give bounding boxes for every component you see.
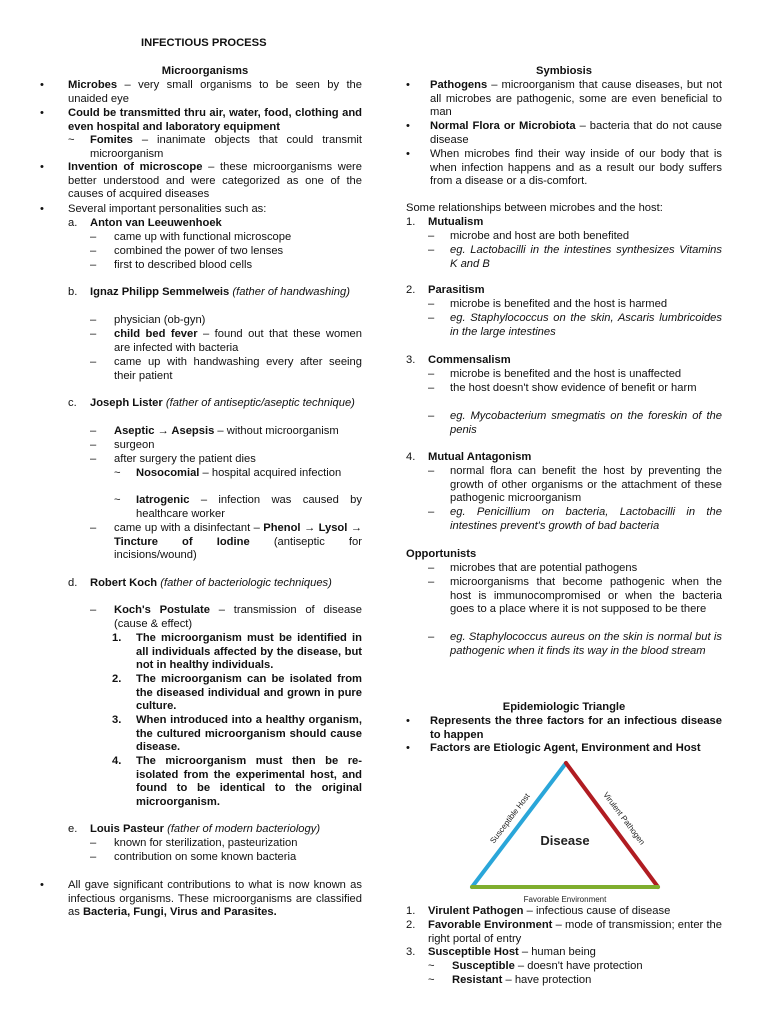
list-item: • Factors are Etiologic Agent, Environment and Host (406, 742, 701, 754)
list-item: – normal flora can benefit the host by preventing the growth of other organisms or the attachment of these pathogenic microorganism (428, 465, 722, 505)
list-item: – microorganisms that become pathogenic when the host is immunocompromised or when the bacteria goes to a place where it is not supposed to be there (428, 576, 722, 616)
list-item: – microbe is benefited and the host is harmed (428, 298, 668, 310)
list-item: • Invention of microscope – these microorganisms were better understood and were categorized as one of the causes of acquired diseases (40, 161, 362, 201)
list-item: – after surgery the patient dies (90, 453, 256, 465)
microorganisms-heading: Microorganisms (161, 65, 249, 77)
list-item: • All gave significant contributions to what is now known as infectious organisms. These microorganisms are classified as Bacteria, Fungi, Virus and Parasites. (40, 879, 362, 919)
list-item: ~ Iatrogenic – infection was caused by healthcare worker (114, 494, 362, 520)
list-item: c. Joseph Lister (father of antiseptic/aseptic technique) (68, 397, 355, 409)
list-item: e. Louis Pasteur (father of modern bacteriology) (68, 823, 321, 835)
list-item: • Pathogens – microorganism that cause diseases, but not all microbes are pathogenic, some are even beneficial to man (406, 79, 722, 119)
list-item: – eg. Lactobacilli in the intestines synthesizes Vitamins K and B (428, 244, 722, 270)
list-item: ~ Susceptible – doesn't have protection (428, 960, 643, 972)
triangle-right-label: Virulent Pathogen (601, 790, 647, 847)
list-item: – combined the power of two lenses (90, 245, 284, 257)
triangle-right-side (566, 763, 658, 887)
list-item: 2. Parasitism (406, 284, 485, 296)
list-item: Some relationships between microbes and the host: (406, 202, 663, 214)
list-item: • Could be transmitted thru air, water, food, clothing and even hospital and laboratory equipment (40, 107, 362, 133)
list-item: – child bed fever – found out that these women are infected with bacteria (90, 328, 362, 354)
triangle-left-side (472, 763, 566, 887)
list-item: • Several important personalities such as: (40, 203, 267, 215)
list-item: – came up with handwashing every after seeing their patient (90, 356, 362, 382)
list-item: 3. When introduced into a healthy organism, the cultured microorganism should cause disease. (112, 714, 362, 754)
list-item: d. Robert Koch (father of bacteriologic techniques) (68, 577, 332, 589)
list-item: – microbe is benefited and the host is unaffected (428, 368, 682, 380)
list-item: 1. The microorganism must be identified in all individuals affected by the disease, but not in healthy individuals. (112, 632, 362, 672)
list-item: ~ Resistant – have protection (428, 974, 592, 986)
list-item: – contribution on some known bacteria (90, 851, 297, 863)
list-item: – first to described blood cells (90, 259, 253, 271)
list-item: 2. The microorganism can be isolated from the diseased individual and grown in pure culture. (112, 673, 362, 713)
triangle-center-label: Disease (540, 833, 590, 848)
list-item: – microbes that are potential pathogens (428, 562, 638, 574)
list-item: • Microbes – very small organisms to be seen by the unaided eye (40, 79, 362, 105)
list-item: – known for sterilization, pasteurization (90, 837, 298, 849)
list-item: Opportunists (406, 548, 477, 560)
list-item: – eg. Staphylococcus on the skin, Ascaris lumbricoides in the large intestines (428, 312, 722, 338)
list-item: – the host doesn't show evidence of benefit or harm (428, 382, 697, 394)
list-item: – came up with a disinfectant – Phenol → Lysol → Tincture of Iodine (antiseptic for incisions/wound) (90, 522, 362, 562)
list-item: ~ Nosocomial – hospital acquired infection (114, 467, 342, 479)
list-item: 1. Virulent Pathogen – infectious cause of disease (406, 905, 671, 917)
list-item: – surgeon (90, 439, 155, 451)
list-item: a. Anton van Leeuwenhoek (68, 217, 222, 229)
list-item: – Aseptic → Asepsis – without microorganism (90, 425, 339, 437)
epidemiologic-triangle-heading: Epidemiologic Triangle (502, 701, 626, 713)
list-item: ~ Fomites – inanimate objects that could transmit microorganism (68, 134, 362, 160)
list-item: 2. Favorable Environment – mode of transmission; enter the right portal of entry (406, 919, 723, 945)
list-item: – came up with functional microscope (90, 231, 292, 243)
list-item: – eg. Penicillium on bacteria, Lactobacilli in the intestines prevent's growth of bad bacteria (428, 506, 722, 532)
list-item: – eg. Staphylococcus aureus on the skin is normal but is pathogenic when it finds its way in the blood stream (428, 631, 722, 657)
list-item: – eg. Mycobacterium smegmatis on the foreskin of the penis (428, 410, 722, 436)
list-item: – Koch's Postulate – transmission of disease (cause & effect) (90, 604, 362, 630)
triangle-left-label: Susceptible Host (488, 791, 532, 846)
list-item: 4. The microorganism must then be re-isolated from the experimental host, and found to be identical to the original microorganism. (112, 755, 362, 808)
list-item: • When microbes find their way inside of our body that is when infection happens and as a result our body suffers from a disease or a dis-comfort. (406, 148, 722, 188)
list-item: – microbe and host are both benefited (428, 230, 630, 242)
list-item: b. Ignaz Philipp Semmelweis (father of handwashing) (68, 286, 350, 298)
symbiosis-heading: Symbiosis (536, 65, 592, 77)
list-item: 4. Mutual Antagonism (406, 451, 532, 463)
list-item: 3. Susceptible Host – human being (406, 946, 596, 958)
list-item: 1. Mutualism (406, 216, 484, 228)
document-title: INFECTIOUS PROCESS (141, 37, 267, 49)
list-item: – physician (ob-gyn) (90, 314, 206, 326)
list-item: • Represents the three factors for an infectious disease to happen (406, 715, 722, 741)
epidemiologic-triangle-diagram (468, 758, 664, 906)
list-item: 3. Commensalism (406, 354, 511, 366)
triangle-bottom-label: Favorable Environment (523, 895, 607, 904)
list-item: • Normal Flora or Microbiota – bacteria that do not cause disease (406, 120, 723, 146)
